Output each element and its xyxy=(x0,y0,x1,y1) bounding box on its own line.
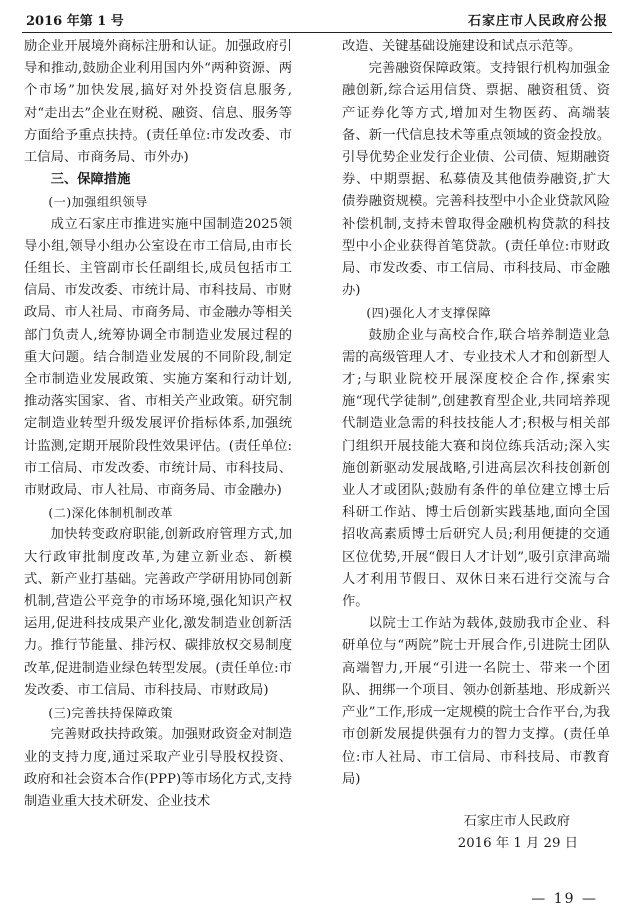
signing-date: 2016 年 1 月 29 日 xyxy=(457,836,578,851)
section-heading: 三、保障措施 xyxy=(50,172,131,188)
body-paragraph: 完善财政扶持政策。加强财政资金对制造业的支持力度,通过采取产业引导股权投资、政府和社会资本合作(PPP)等市场化方式,支持制造业重大技术研发、企业技术 xyxy=(24,727,292,809)
right-column xyxy=(342,36,610,791)
body-paragraph: 改造、关键基础设施建设和试点示范等。 xyxy=(342,39,582,54)
signing-organization: 石家庄市人民政府 xyxy=(463,814,570,829)
body-paragraph: 励企业开展境外商标注册和认证。加强政府引导和推动,鼓励企业利用国内外“两种资源、两个市场”加快发展,搞好对外投资信息服务,对“走出去”企业在财税、融资、信息、服务等方面给予重点扶持。(责任单位:市发改委、市工信局、市商务局、市外办) xyxy=(24,39,292,166)
body-paragraph: 鼓励企业与高校合作,联合培养制造业急需的高级管理人才、专业技术人才和创新型人才;与职业院校开展深度校企合作,探索实施“现代学徒制”,创建教育型企业,共同培养现代制造业急需的科技技能人才;积极与相关部门组织开展技能大赛和岗位练兵活动;深入实施创新驱动发展战略,引进高层次科技创新创业人才或团队;鼓励有条件的单位建立博士后科研工作站、博士后创新实践基地,面向全国招收高素质博士后研究人员;利用便捷的交通区位优势,开展“假日人才计划”,吸引京津高端人才利用节假日、双休日来石进行交流与合作。 xyxy=(342,327,610,610)
body-paragraph: 加快转变政府职能,创新政府管理方式,加大行政审批制度改革,为建立新业态、新模式、新产业打基础。完善政产学研用协同创新机制,营造公平竞争的市场环境,强化知识产权运用,促进科技成果产业化,激发制造业创新活力。推行节能量、排污权、碳排放权交易制度改革,促进制造业绿色转型发展。(责任单位:市发改委、市工信局、市科技局、市财政局) xyxy=(24,527,292,698)
page-number: — 19 — xyxy=(531,891,598,907)
subsection-heading: (二)深化体制机制改革 xyxy=(48,506,174,521)
issue-number: 2016 年第 1 号 xyxy=(26,14,124,29)
subsection-heading: (四)强化人才支撑保障 xyxy=(366,306,492,321)
body-paragraph: 完善融资保障政策。支持银行机构加强金融创新,综合运用信贷、票据、融资租赁、资产证券化等方式,增加对生物医药、高端装备、新一代信息技术等重点领域的资金投放。引导优势企业发行企业债、公司债、短期融资券、中期票据、私募债及其他债券融资,扩大债券融资规模。完善科技型中小企业贷款风险补偿机制,支持未曾取得金融机构贷款的科技型中小企业获得首笔贷款。(责任单位:市财政局、市发改委、市工信局、市科技局、市金融办) xyxy=(342,61,610,299)
page-header xyxy=(22,4,612,33)
body-paragraph: 以院士工作站为载体,鼓励我市企业、科研单位与“两院”院士开展合作,引进院士团队高端智力,开展“引进一名院士、带来一个团队、拥绑一个项目、领办创新基地、形成新兴产业”工作,形成一定规模的院士合作平台,为我市创新发展提供强有力的智力支撑。(责任单位:市人社局、市工信局、市科技局、市教育局) xyxy=(342,616,610,787)
left-column xyxy=(24,36,292,813)
subsection-heading: (三)完善扶持保障政策 xyxy=(48,706,174,721)
body-paragraph: 成立石家庄市推进实施中国制造2025领导小组,领导小组办公室设在市工信局,由市长任组长、主管副市长任副组长,成员包括市工信局、市发改委、市统计局、市科技局、市财政局、市人社局、市商务局、市金融办等相关部门负责人,统筹协调全市制造业发展过程的重大问题。结合制造业发展的不同阶段,制定全市制造业发展政策、实施方案和行动计划,推动落实国家、省、市相关产业政策。研究制定制造业转型升级发展评价指标体系,加强统计监测,定期开展阶段性效果评估。(责任单位:市工信局、市发改委、市统计局、市科技局、市财政局、市人社局、市商务局、市金融办) xyxy=(24,216,292,499)
signature-block xyxy=(342,811,610,855)
journal-title: 石家庄市人民政府公报 xyxy=(467,14,608,29)
subsection-heading: (一)加强组织领导 xyxy=(48,195,148,210)
